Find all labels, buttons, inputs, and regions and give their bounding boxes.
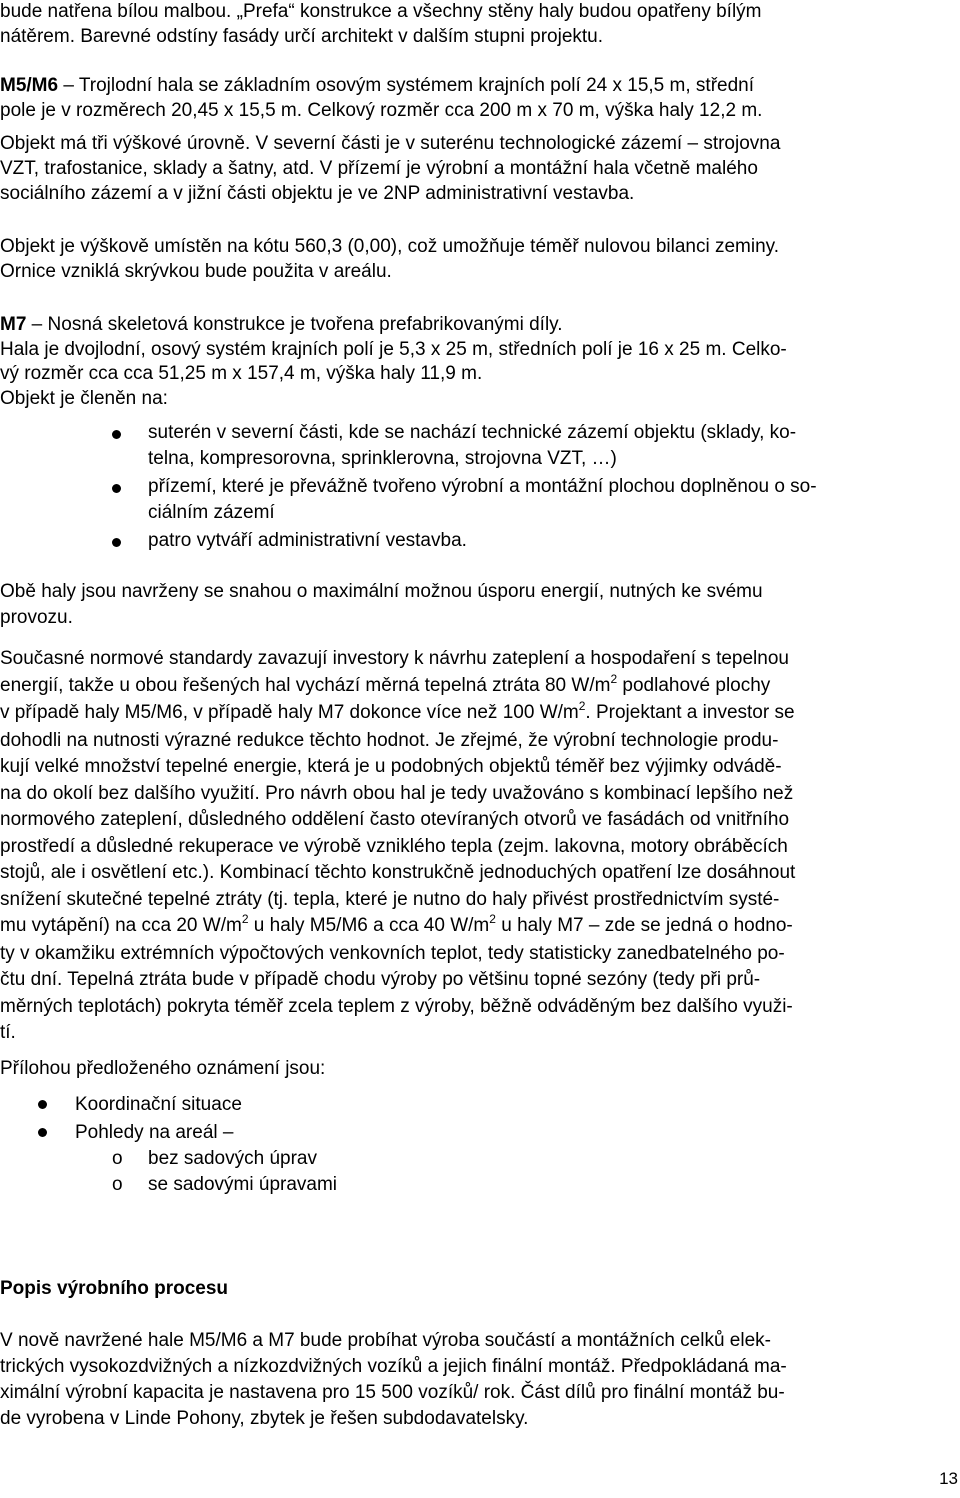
text-line: Objekt je členěn na: (0, 388, 168, 410)
text-line: Ornice vzniklá skrývkou bude použita v areálu. (0, 260, 392, 282)
text-line: Obě haly jsou navrženy se snahou o maximální možnou úsporu energií, nutných ke svému (0, 581, 763, 602)
text-line: bude natřena bílou malbou. „Prefa“ konstrukce a všechny stěny haly budou opatřeny bílým (0, 1, 762, 22)
sub-bullet-marker: o (112, 1174, 123, 1195)
bullet-icon (112, 430, 121, 439)
sub-list-item: se sadovými úpravami (148, 1174, 338, 1195)
intro-paragraph (0, 0, 960, 49)
m7-section (0, 313, 960, 412)
text-line: Hala je dvojlodní, osový systém krajních polí je 5,3 x 25 m, středních polí je 16 x 25 m. Celko- (0, 338, 787, 360)
list-item: Koordinační situace (75, 1094, 242, 1115)
text-line: Objekt je výškově umístěn na kótu 560,3 (0,00), což umožňuje téměř nulovou bilanci zeminy. (0, 236, 780, 257)
text-line: provozu. (0, 606, 73, 628)
m5-m6-section (0, 74, 960, 207)
list-item: přízemí, které je převážně tvořeno výrobní a montážní plochou doplněnou o so- ciálním zázemí (148, 476, 817, 523)
sub-bullet-marker: o (112, 1148, 123, 1169)
bullet-icon (112, 538, 121, 547)
text-line: – Trojlodní hala se základním osovým systémem krajních polí 24 x 15,5 m, střední (58, 75, 754, 96)
attachments-intro: Přílohou předloženého oznámení jsou: (0, 1058, 326, 1079)
section-heading: Popis výrobního procesu (0, 1278, 229, 1299)
list-item: patro vytváří administrativní vestavba. (148, 530, 467, 551)
text-line: pole je v rozměrech 20,45 x 15,5 m. Celkový rozměr cca 200 m x 70 m, výška haly 12,2 m. (0, 99, 763, 121)
text-line: VZT, trafostanice, sklady a šatny, atd. V přízemí je výrobní a montážní hala včetně malého (0, 158, 758, 180)
bullet-icon (38, 1100, 47, 1109)
page-number: 13 (939, 1469, 958, 1488)
list-item: suterén v severní části, kde se nachází technické zázemí objektu (sklady, ko- telna, kompresorovna, sprinklerovna, strojovna VZT, …) (148, 422, 797, 469)
text-line: vý rozměr cca cca 51,25 m x 157,4 m, výška haly 11,9 m. (0, 363, 483, 385)
process-paragraph: V nově navržené hale M5/M6 a M7 bude probíhat výroba součástí a montážních celků elek- trických vysokozdvižných a nízkozdvižných vozíků a jejich finální montáž. Předpokládaná ma- ximální výrobní kapacita je nastavena pro 15 500 vozíků/ rok. Část dílů pro finální montáž bu- de vyrobena v Linde Pohony, zbytek je řešen subdodavatelsky. (0, 1330, 787, 1429)
bullet-icon (38, 1128, 47, 1137)
text-line: sociálního zázemí a v jižní části objektu je ve 2NP administrativní vestavba. (0, 182, 635, 204)
text-line: Objekt má tři výškové úrovně. V severní části je v suterénu technologické zázemí – strojovna (0, 133, 781, 155)
m5-m6-label: M5/M6 (0, 75, 59, 96)
energy-paragraph (0, 579, 960, 630)
elevation-paragraph (0, 235, 960, 284)
standards-paragraph: Současné normové standardy zavazují investory k návrhu zateplení a hospodaření s tepelnou energií, takže u obou řešených hal vychází měrná tepelná ztráta 80 $W/m^2$ podlahové plochy v případě haly M5/M6, v případě haly M7 dokonce více než 100 $W/m^2$. Projektant a investor se dohodli na nutnosti výrazné redukce těchto hodnot. Je zřejmé, že výrobní technologie produ- kují velké množství tepelné energie, která je u podobných objektů téměř bez výjimky odvádě- na do okolí bez dalšího využití. Pro návrh obou hal je tedy uvažováno s kombinací lepšího než normového zateplení, důsledného oddělení často otevíraných otvorů ve fasádách od vnitřního prostředí a důsledné rekuperace ve výrobě vzniklého tepla (zejm. lakovna, motory obráběcích stojů, ale i osvětlení etc.). Kombinací těchto konstrukčně jednoduchých opatření lze dosáhnout snížení skutečné tepelné ztráty (tj. tepla, které je nutno do haly přivést prostřednictvím systé- mu vytápění) na cca 20 $W/m^2$ u haly M5/M6 a cca 40 $W/m^2$ u haly M7 – zde se jedná o hodno- ty v okamžiku extrémních výpočtových venkovních teplot, tedy statisticky zanedbatelného po- čtu dní. Tepelná ztráta bude v případě chodu výroby po většinu topné sezóny (tedy při prů- měrných teplotách) pokryta téměř zcela teplem z výroby, běžně odváděným bez dalšího využi- tí. (0, 648, 796, 1043)
m7-label: M7 (0, 314, 27, 335)
text-line: – Nosná skeletová konstrukce je tvořena prefabrikovanými díly. (26, 314, 563, 335)
sub-list-item: bez sadových úprav (148, 1148, 317, 1169)
text-line: nátěrem. Barevné odstíny fasády určí architekt v dalším stupni projektu. (0, 25, 604, 47)
bullet-icon (112, 484, 121, 493)
list-item: Pohledy na areál – (75, 1122, 234, 1143)
